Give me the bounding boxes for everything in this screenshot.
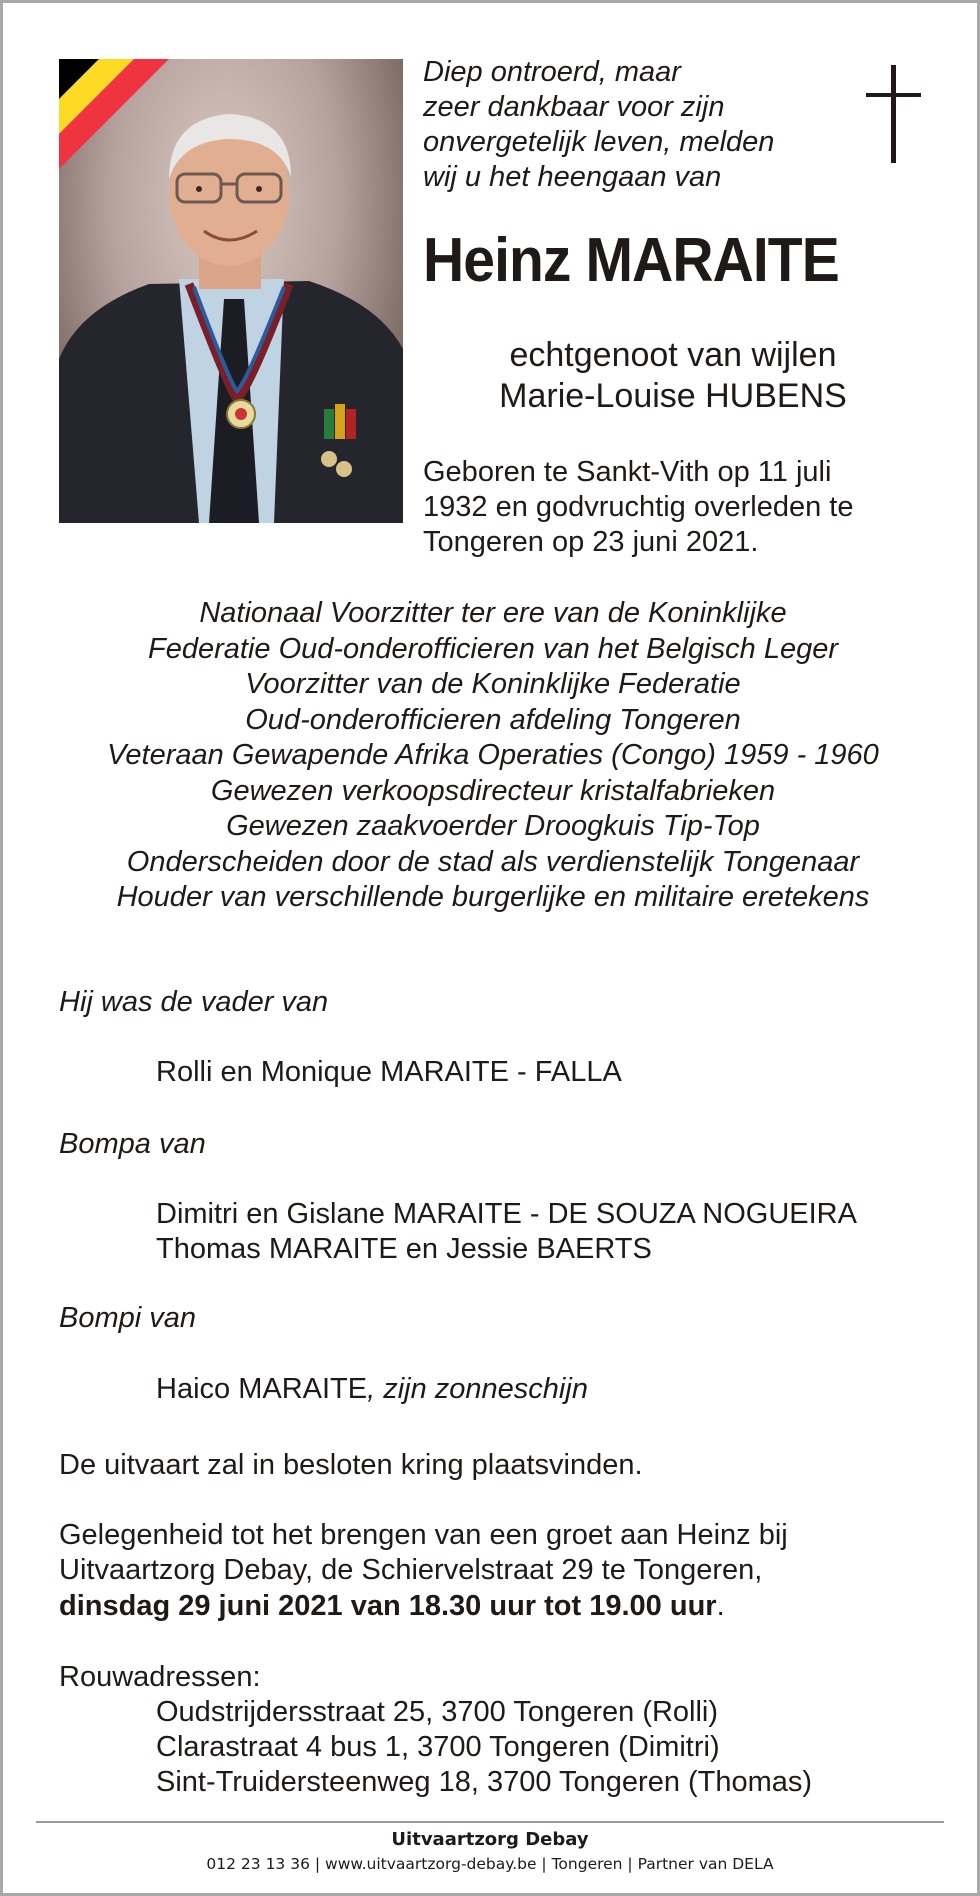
greatgrandchild-name: Haico MARAITE [156,1373,368,1405]
greatgrandchild-entry [156,1372,588,1407]
father-label: Hij was de vader van [59,986,329,1018]
address-entry: Clarastraat 4 bus 1, 3700 Tongeren (Dimitri) [156,1731,720,1763]
honor-line: Houder van verschillende burgerlijke en militaire eretekens [116,881,870,913]
intro-text: Diep ontroerd, maar zeer dankbaar voor zijn onvergetelijk leven, melden wij u het heengaan van [423,56,775,193]
honor-line: Onderscheiden door de stad als verdienstelijk Tongenaar [126,845,860,878]
honor-line: Gewezen verkoopsdirecteur kristalfabrieken [210,774,776,807]
greatgrandfather-label: Bompi van [59,1302,197,1334]
honor-line: Federatie Oud-onderofficieren van het Belgisch Leger [148,632,838,665]
visit-line-2: Uitvaartzorg Debay, de Schiervelstraat 29 te Tongeren, [59,1554,763,1586]
visit-end: . [716,1590,725,1622]
honor-line: Veteraan Gewapende Afrika Operaties (Congo) 1959 - 1960 [107,739,879,771]
honor-line: Voorzitter van de Koninklijke Federatie [245,668,741,700]
honor-line: Oud-onderofficieren afdeling Tongeren [245,703,741,736]
birth-death-text: Geboren te Sankt-Vith op 11 juli 1932 en godvruchtig overleden te Tongeren op 23 juni 2021. [423,456,854,558]
honor-line: Nationaal Voorzitter ter ere van de Koninklijke [199,597,787,629]
visit-time: dinsdag 29 juni 2021 van 18.30 uur tot 19.00 uur [59,1590,717,1622]
honor-line: Gewezen zaakvoerder Droogkuis Tip-Top [226,810,760,842]
footer-contact: 012 23 13 36 | www.uitvaartzorg-debay.be | Tongeren | Partner van DELA [206,1855,774,1873]
honors-list [6,596,980,916]
address-entry: Oudstrijdersstraat 25, 3700 Tongeren (Rolli) [156,1696,719,1728]
deceased-name: Heinz MARAITE [423,226,839,295]
footer-divider [36,1821,944,1823]
visit-line-3 [59,1589,725,1624]
funeral-text: De uitvaart zal in besloten kring plaatsvinden. [59,1449,643,1481]
greatgrandchild-note: , zijn zonneschijn [367,1373,588,1405]
visit-line-1: Gelegenheid tot het brengen van een groet aan Heinz bij [59,1519,788,1551]
grandfather-label: Bompa van [59,1128,206,1160]
grandchild-entry: Dimitri en Gislane MARAITE - DE SOUZA NOGUEIRA [156,1198,857,1230]
cross-icon [866,65,926,165]
child-entry: Rolli en Monique MARAITE - FALLA [156,1056,622,1088]
spouse-text: echtgenoot van wijlen Marie-Louise HUBENS [499,336,847,415]
addresses-label: Rouwadressen: [59,1661,261,1693]
portrait-photo [59,59,403,523]
footer-company: Uitvaartzorg Debay [391,1829,589,1850]
grandchild-entry: Thomas MARAITE en Jessie BAERTS [156,1233,652,1265]
address-entry: Sint-Truidersteenweg 18, 3700 Tongeren (Thomas) [156,1766,813,1798]
